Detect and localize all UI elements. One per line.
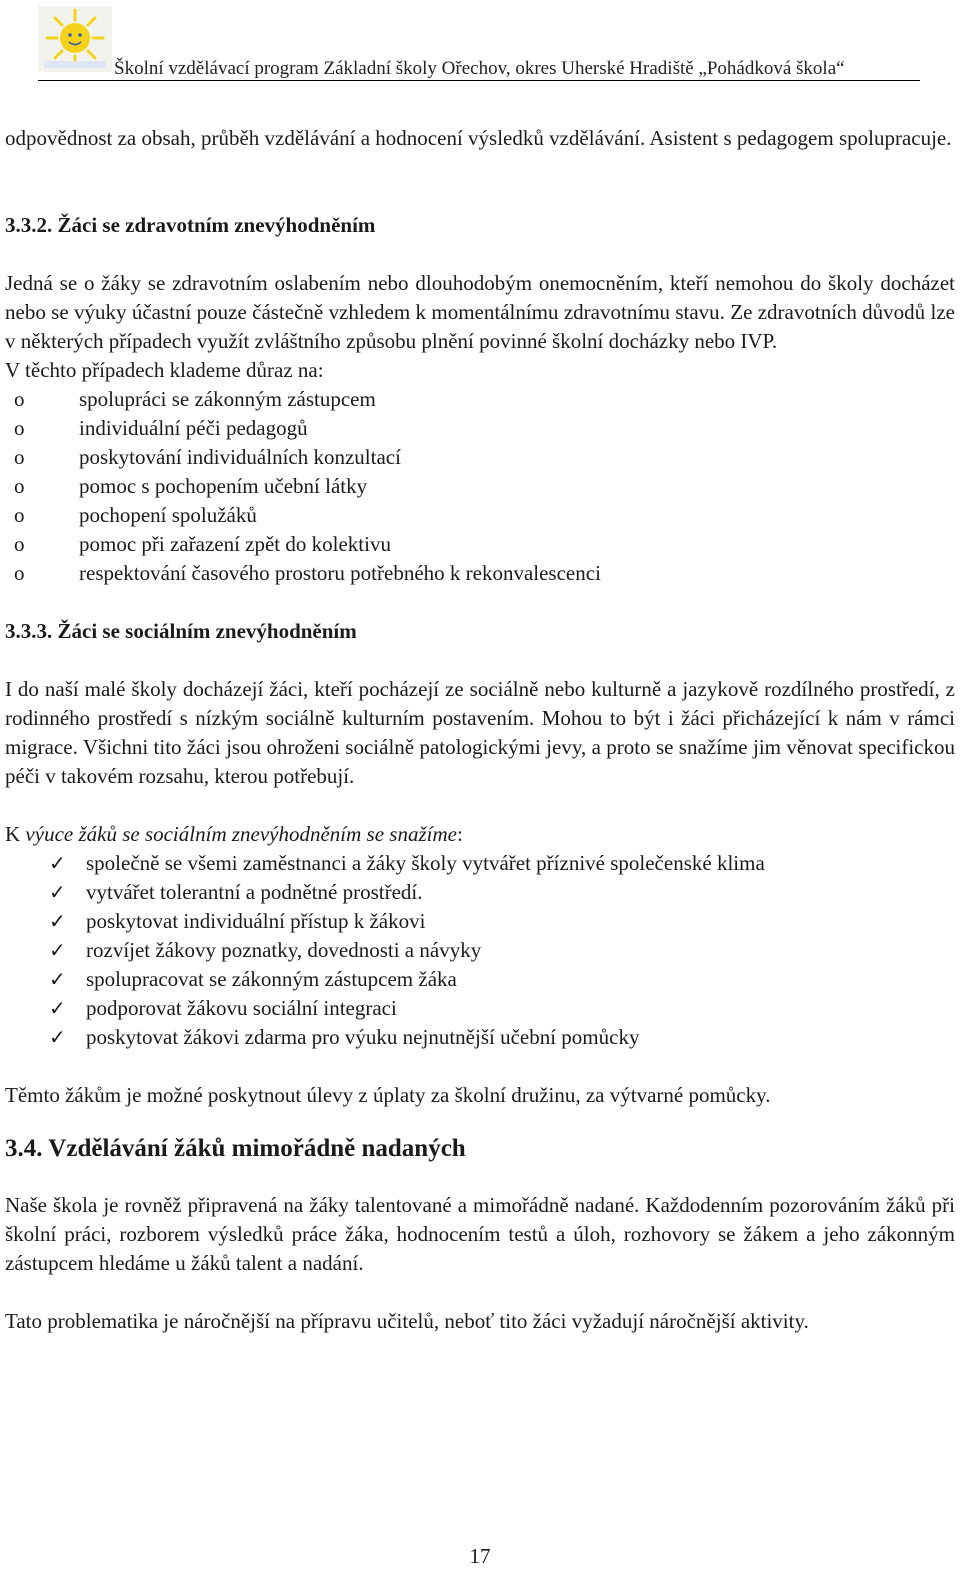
list-item: o pomoc při zařazení zpět do kolektivu [5, 530, 955, 559]
section-332-paragraph: Jedná se o žáky se zdravotním oslabením nebo dlouhodobým onemocněním, kteří nemohou do školy docházet nebo se výuky účastní pouze částečně vzhledem k momentálnímu zdravotnímu stavu. Ze zdravotních důvodů lze v některých případech využít zvláštního způsobu plnění povinné školní docházky nebo IVP. [5, 271, 955, 353]
list-item: o respektování časového prostoru potřebného k rekonvalescenci [5, 559, 955, 588]
list-item: o spolupráci se zákonným zástupcem [5, 385, 955, 414]
intro-paragraph: odpovědnost za obsah, průběh vzdělávání a hodnocení výsledků vzdělávání. Asistent s pedagogem spolupracuje. [5, 126, 952, 150]
checkmark-icon: ✓ [49, 1025, 66, 1049]
checkmark-icon: ✓ [49, 909, 66, 933]
section-333-list-intro: K výuce žáků se sociálním znevýhodněním se snažíme: [5, 822, 463, 846]
list-item: ✓ poskytovat žákovi zdarma pro výuku nejnutnější učební pomůcky [5, 1023, 955, 1052]
checkmark-icon: ✓ [49, 880, 66, 904]
checkmark-icon: ✓ [49, 967, 66, 991]
checkmark-icon: ✓ [49, 851, 66, 875]
checklist [5, 849, 955, 1052]
section-333-paragraph: I do naší malé školy docházejí žáci, kteří pocházejí ze sociálně nebo kulturně a jazykově rozdílného prostředí, z rodinného prostředí s nízkým sociálně kulturním postavením. Mohou to být i žáci přicházející k nám v rámci migrace. Všichni tito žáci jsou ohroženi sociálně patologickými jevy, a proto se snažíme jim věnovat specifickou péči v takovém rozsahu, kterou potřebují. [5, 677, 955, 788]
section-heading-332: 3.3.2. Žáci se zdravotním znevýhodněním [5, 213, 376, 237]
section-34-paragraph-2: Tato problematika je náročnější na přípravu učitelů, neboť tito žáci vyžadují náročnější aktivity. [5, 1309, 809, 1333]
section-332-list-intro: V těchto případech klademe důraz na: [5, 358, 324, 382]
list-item: o pochopení spolužáků [5, 501, 955, 530]
section-333-closing: Těmto žákům je možné poskytnout úlevy z úplaty za školní družinu, za výtvarné pomůcky. [5, 1083, 771, 1107]
list-item: ✓ společně se všemi zaměstnanci a žáky školy vytvářet příznivé společenské klima [5, 849, 955, 878]
list-item: ✓ rozvíjet žákovy poznatky, dovednosti a návyky [5, 936, 955, 965]
support-list [5, 385, 955, 588]
bullet-marker: o [14, 474, 25, 498]
bullet-marker: o [14, 503, 25, 527]
page-number: 17 [469, 1544, 491, 1568]
list-item: o poskytování individuálních konzultací [5, 443, 955, 472]
bullet-marker: o [14, 416, 25, 440]
header-divider [38, 80, 920, 81]
list-item: ✓ vytvářet tolerantní a podnětné prostředí. [5, 878, 955, 907]
bullet-marker: o [14, 445, 25, 469]
page-header [38, 6, 938, 78]
bullet-marker: o [14, 387, 25, 411]
document-body [5, 124, 955, 1336]
list-item: o pomoc s pochopením učební látky [5, 472, 955, 501]
list-item: o individuální péči pedagogů [5, 414, 955, 443]
bullet-marker: o [14, 561, 25, 585]
checkmark-icon: ✓ [49, 996, 66, 1020]
list-item: ✓ poskytovat individuální přístup k žákovi [5, 907, 955, 936]
header-title: Školní vzdělávací program Základní školy Ořechov, okres Uherské Hradiště „Pohádková škola“ [114, 58, 845, 79]
section-heading-333: 3.3.3. Žáci se sociálním znevýhodněním [5, 619, 357, 643]
checkmark-icon: ✓ [49, 938, 66, 962]
section-34-paragraph-1: Naše škola je rovněž připravená na žáky talentované a mimořádně nadané. Každodenním pozorováním žáků při školní práci, rozborem výsledků práce žáka, hodnocením testů a úloh, rozhovory se žákem a jeho zákonným zástupcem hledáme u žáků talent a nadání. [5, 1193, 955, 1275]
bullet-marker: o [14, 532, 25, 556]
section-heading-34: 3.4. Vzdělávání žáků mimořádně nadaných [5, 1135, 466, 1162]
sun-logo-icon [38, 6, 112, 72]
list-item: ✓ spolupracovat se zákonným zástupcem žáka [5, 965, 955, 994]
list-item: ✓ podporovat žákovu sociální integraci [5, 994, 955, 1023]
